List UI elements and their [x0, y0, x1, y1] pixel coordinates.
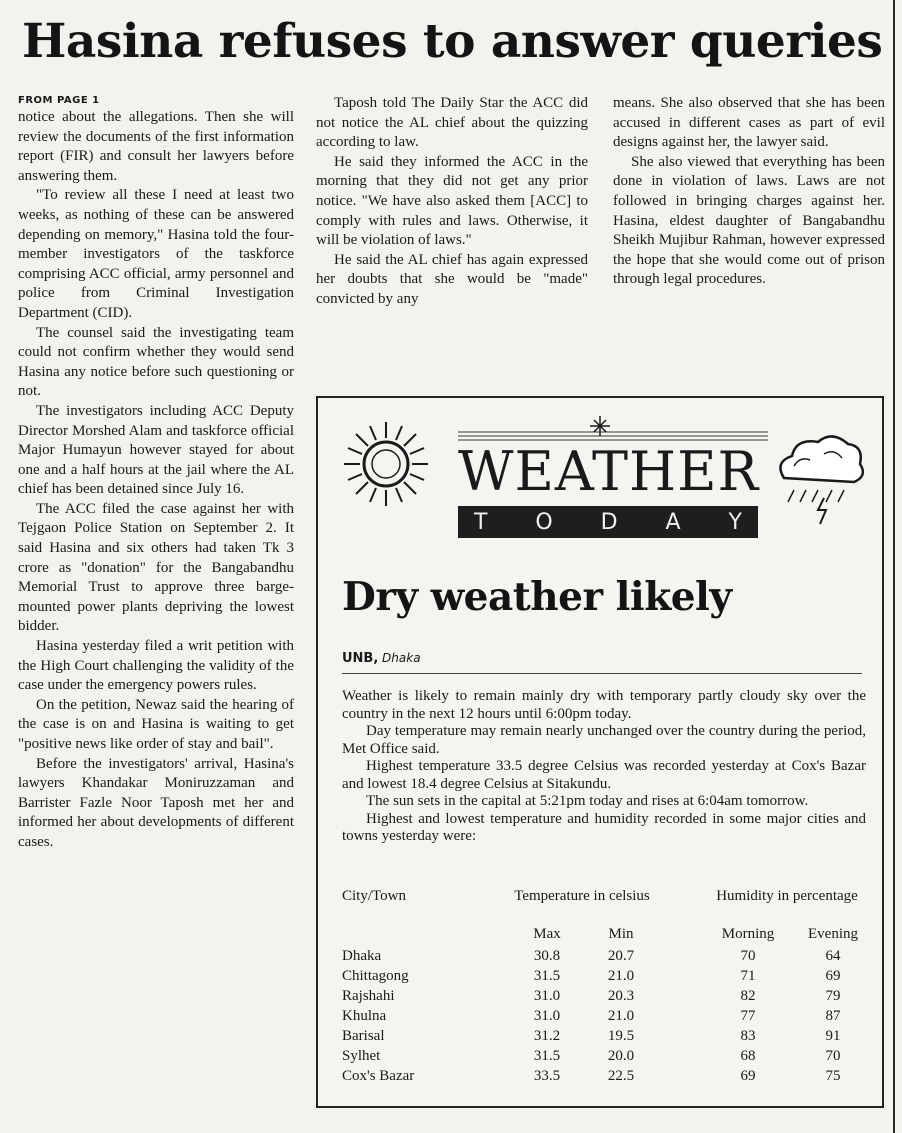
table-cell-morning: 82: [740, 988, 756, 1004]
column-1-body: [18, 108, 294, 853]
article-paragraph: On the petition, Newaz said the hearing of the case is on and Hasina is waiting to get "positive news like order of stay and bail".: [18, 696, 294, 752]
table-cell-max: 31.5: [533, 1048, 561, 1064]
today-letter: A: [665, 509, 681, 535]
table-row: [342, 968, 872, 988]
table-cell-min: 22.5: [607, 1068, 635, 1084]
table-cell-morning: 68: [740, 1048, 756, 1064]
byline-agency: UNB,: [342, 651, 379, 666]
title-stripes: [458, 432, 768, 440]
today-letter: O: [535, 509, 553, 535]
weather-paragraph: Highest temperature 33.5 degree Celsius was recorded yesterday at Cox's Bazar and lowest 18.4 degree Celsius at Sitakundu.: [342, 758, 866, 792]
article-paragraph: He said the AL chief has again expressed her doubts that she would be "made" convicted by any: [316, 251, 588, 307]
table-row: [342, 988, 872, 1008]
weather-logo-title: WEATHER: [458, 440, 760, 503]
table-cell-evening: 87: [825, 1008, 841, 1024]
table-cell-morning: 70: [740, 948, 756, 964]
sparkle-icon: [590, 416, 610, 436]
table-cell-min: 19.5: [607, 1028, 635, 1044]
table-cell-max: 31.2: [533, 1028, 561, 1044]
article-paragraph: Taposh told The Daily Star the ACC did not notice the AL chief about the quizzing according to law.: [316, 95, 588, 151]
table-cell-morning: 71: [740, 968, 756, 984]
weather-paragraph: Weather is likely to remain mainly dry with temporary partly cloudy sky over the country in the next 12 hours until 6:00pm today.: [342, 688, 866, 722]
article-paragraph: means. She also observed that she has been accused in different cases as part of evil designs against her, the lawyer said.: [613, 95, 885, 151]
table-cell-max: 31.0: [533, 1008, 561, 1024]
article-headline: Hasina refuses to answer queries: [22, 14, 883, 69]
table-row: [342, 1008, 872, 1028]
table-subheader-evening: Evening: [808, 926, 858, 942]
column-rule: [893, 0, 895, 1133]
table-cell-min: 20.0: [607, 1048, 635, 1064]
weather-paragraph: Highest and lowest temperature and humidity recorded in some major cities and towns yesterday were:: [342, 810, 866, 844]
table-cell-min: 21.0: [607, 1008, 635, 1024]
article-column-1: [18, 94, 294, 853]
table-cell-max: 31.5: [533, 968, 561, 984]
article-paragraph: The investigators including ACC Deputy Director Morshed Alam and taskforce official Major Humayun however stayed for about one and a half hours at the jail where the AL chief has been detained since July 16.: [18, 402, 294, 498]
today-letter: T: [474, 509, 488, 535]
table-cell-city: Sylhet: [342, 1048, 381, 1064]
table-row: [342, 1068, 872, 1088]
table-cell-min: 20.3: [607, 988, 635, 1004]
table-header-city: City/Town: [342, 888, 406, 904]
today-letter: Y: [728, 509, 742, 535]
table-cell-evening: 75: [825, 1068, 841, 1084]
article-paragraph: "To review all these I need at least two weeks, as nothing of these can be answered depending on memory," Hasina told the four-member investigators of the taskforce comprising ACC official, army personnel and police from Criminal Investigation Department (CID).: [18, 187, 294, 321]
weather-body: [342, 688, 866, 846]
storm-cloud-icon: [780, 436, 862, 524]
article-paragraph: She also viewed that everything has been done in violation of laws. Laws are not followed in bringing charges against her. Hasina, eldest daughter of Bangabandhu Sheikh Mujibur Rahman, however expressed the hope that she would come out of prison through legal procedures.: [613, 153, 885, 288]
table-cell-city: Chittagong: [342, 968, 409, 984]
table-subheader-min: Min: [608, 926, 634, 942]
weather-today-bar: [458, 506, 758, 538]
table-header-humidity: Humidity in percentage: [716, 888, 858, 904]
table-cell-evening: 70: [825, 1048, 841, 1064]
table-cell-city: Khulna: [342, 1008, 387, 1024]
table-cell-max: 31.0: [533, 988, 561, 1004]
weather-byline: [342, 650, 862, 674]
article-column-2: [316, 94, 588, 310]
weather-paragraph: Day temperature may remain nearly unchanged over the country during the period, Met Office said.: [342, 723, 866, 757]
table-cell-evening: 64: [825, 948, 841, 964]
article-paragraph: He said they informed the ACC in the morning that they did not get any prior notice. "We have also asked them [ACC] to comply with rules and laws. Otherwise, it will be violation of laws.": [316, 153, 588, 249]
today-letter: D: [600, 509, 618, 535]
table-cell-min: 21.0: [607, 968, 635, 984]
table-subheader-morning: Morning: [721, 926, 775, 942]
table-cell-city: Cox's Bazar: [342, 1068, 415, 1084]
weather-paragraph: The sun sets in the capital at 5:21pm today and rises at 6:04am tomorrow.: [366, 793, 809, 809]
table-header-temperature: Temperature in celsius: [514, 888, 650, 904]
weather-box: [316, 396, 884, 1108]
table-cell-max: 30.8: [533, 948, 561, 964]
table-subheader-max: Max: [533, 926, 561, 942]
table-cell-evening: 69: [825, 968, 841, 984]
article-paragraph: Before the investigators' arrival, Hasina's lawyers Khandakar Moniruzzaman and Barrister Fazle Noor Taposh met her and informed her about developments of different cases.: [18, 755, 294, 850]
article-paragraph: Hasina yesterday filed a writ petition with the High Court challenging the validity of the case under the emergency powers rules.: [18, 638, 294, 694]
table-cell-morning: 69: [740, 1068, 756, 1084]
table-cell-min: 20.7: [607, 948, 635, 964]
article-paragraph: The ACC filed the case against her with Tejgaon Police Station on September 2. It said Hasina and six others had taken Tk 3 crore as "donation" for the Bangabandhu Memorial Trust to approve three barge-mounted power plants depriving the lowest bidder.: [18, 500, 294, 635]
byline-place: Dhaka: [382, 651, 421, 665]
article-column-3: [613, 94, 885, 290]
table-cell-morning: 77: [740, 1008, 756, 1024]
table-cell-city: Barisal: [342, 1028, 385, 1044]
weather-headline: Dry weather likely: [342, 574, 732, 620]
kicker-from-page: FROM PAGE 1: [18, 95, 100, 106]
table-cell-evening: 91: [825, 1028, 841, 1044]
article-paragraph: The counsel said the investigating team could not confirm whether they would send Hasina any notice before such questioning or not.: [18, 324, 294, 400]
table-cell-city: Rajshahi: [342, 988, 395, 1004]
table-cell-evening: 79: [825, 988, 841, 1004]
table-row: [342, 1028, 872, 1048]
sun-icon: [344, 422, 428, 506]
table-cell-morning: 83: [740, 1028, 756, 1044]
table-row: [342, 948, 872, 968]
table-cell-max: 33.5: [533, 1068, 561, 1084]
table-row: [342, 1048, 872, 1068]
table-cell-city: Dhaka: [342, 948, 382, 964]
article-paragraph: notice about the allegations. Then she will review the documents of the first information report (FIR) and consult her lawyers before answering them.: [18, 109, 294, 184]
